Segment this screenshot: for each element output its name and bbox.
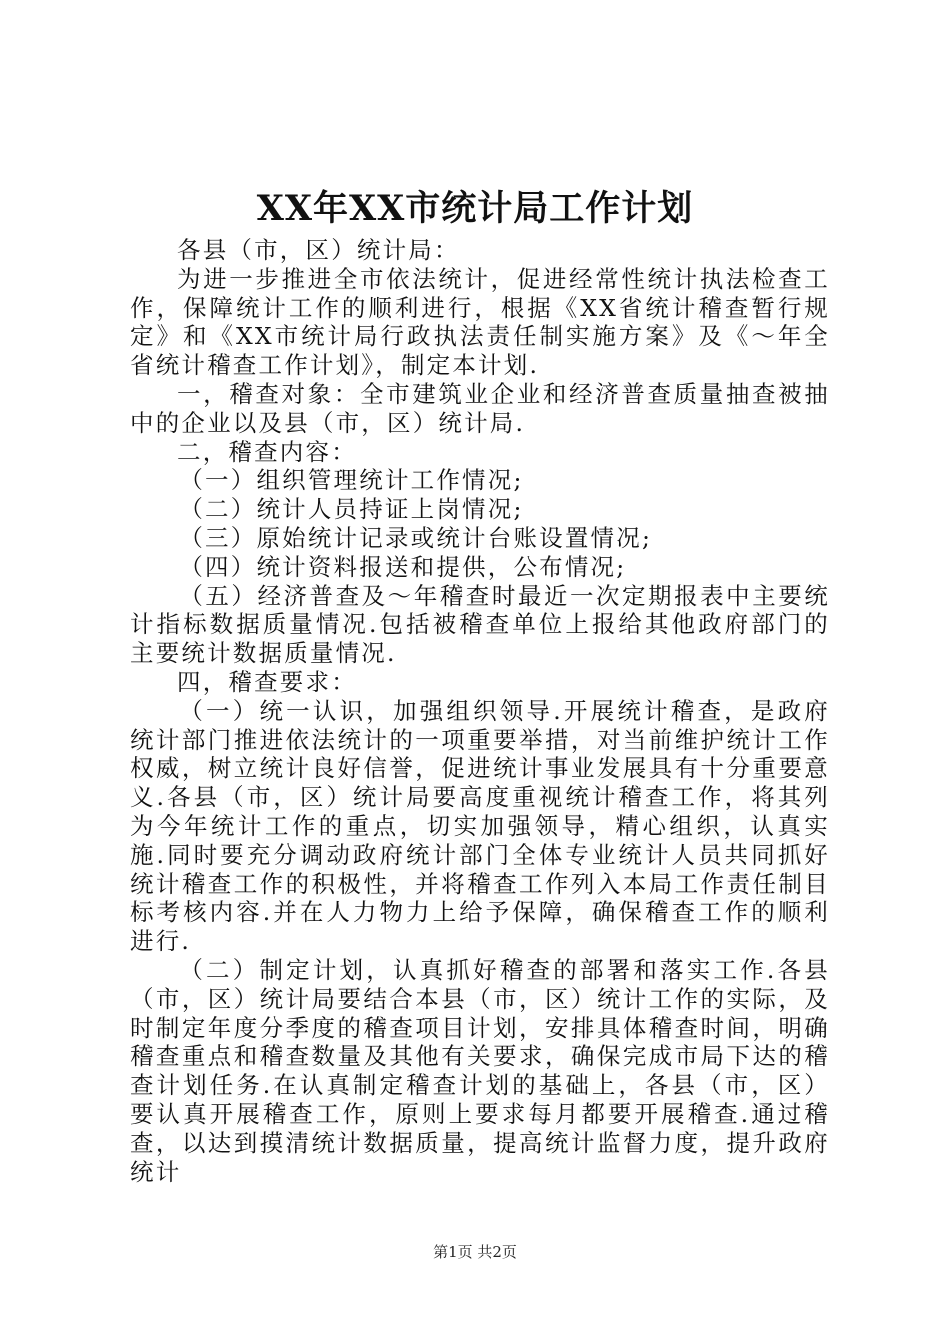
page-footer: 第1页 共2页 — [433, 1243, 517, 1261]
content-item-1: （一）组织管理统计工作情况; — [179, 466, 524, 495]
requirement-paragraph-2: （二）制定计划，认真抓好稽查的部署和落实工作.各县（市，区）统计局要结合本县（市，区）统计工作的实际，及时制定年度分季度的稽查项目计划，安排具体稽查时间，明确稽查重点和稽查数量及其他有关要求，确保完成市局下达的稽查计划任务.在认真制定稽查计划的基础上，各县（市，区）要认真开展稽查工作，原则上要求每月都要开展稽查.通过稽查，以达到摸清统计数据质量，提高统计监督力度，提升政府统计 — [130, 955, 830, 1186]
section-one-paragraph: 一，稽查对象：全市建筑业企业和经济普查质量抽查被抽中的企业以及县（市，区）统计局. — [130, 379, 830, 437]
document-body — [130, 236, 830, 1186]
document-title: XX年XX市统计局工作计划 — [256, 188, 694, 229]
section-four-heading: 四，稽查要求： — [177, 667, 357, 696]
content-item-5: （五）经济普查及～年稽查时最近一次定期报表中主要统计指标数据质量情况.包括被稽查单位上报给其他政府部门的主要统计数据质量情况. — [130, 581, 830, 668]
salutation: 各县（市，区）统计局： — [177, 236, 460, 264]
section-two-heading: 二，稽查内容： — [177, 437, 357, 466]
intro-paragraph: 为进一步推进全市依法统计，促进经常性统计执法检查工作，保障统计工作的顺利进行，根据《XX省统计稽查暂行规定》和《XX市统计局行政执法责任制实施方案》及《～年全省统计稽查工作计划》，制定本计划. — [130, 264, 830, 380]
requirement-paragraph-1: （一）统一认识，加强组织领导.开展统计稽查，是政府统计部门推进依法统计的一项重要举措，对当前维护统计工作权威，树立统计良好信誉，促进统计事业发展具有十分重要意义.各县（市，区）统计局要高度重视统计稽查工作，将其列为今年统计工作的重点，切实加强领导，精心组织，认真实施.同时要充分调动政府统计部门全体专业统计人员共同抓好统计稽查工作的积极性，并将稽查工作列入本局工作责任制目标考核内容.并在人力物力上给予保障，确保稽查工作的顺利进行. — [130, 696, 830, 956]
content-item-2: （二）统计人员持证上岗情况; — [179, 495, 524, 524]
content-item-4: （四）统计资料报送和提供，公布情况; — [179, 552, 627, 581]
content-item-3: （三）原始统计记录或统计台账设置情况; — [179, 523, 653, 552]
